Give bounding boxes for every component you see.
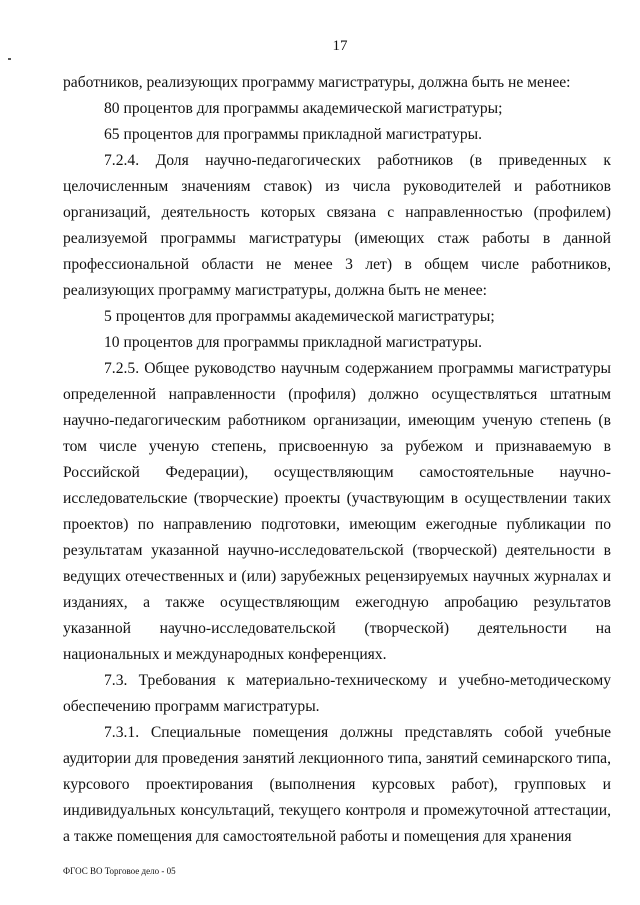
- paragraph: 7.2.5. Общее руководство научным содержанием программы магистратуры определенной направленности (профиля) должно осуществляться штатным научно-педагогическим работником организации, имеющим ученую степень (в том числе ученую степень, присвоенную за рубежом и признаваемую в Российской Федерации), осуществляющим самостоятельные научно-исследовательские (творческие) проекты (участвующим в осуществлении таких проектов) по направлению подготовки, имеющим ежегодные публикации по результатам указанной научно-исследовательской (творческой) деятельности в ведущих отечественных и (или) зарубежных рецензируемых научных журналах и изданиях, а также осуществляющим ежегодную апробацию результатов указанной научно-исследовательской (творческой) деятельности на национальных и международных конференциях.: [63, 360, 611, 663]
- paragraph: 10 процентов для программы прикладной магистратуры.: [104, 334, 482, 351]
- page-number: 17: [332, 38, 348, 54]
- paragraph: работников, реализующих программу магистратуры, должна быть не менее:: [63, 74, 571, 91]
- paragraph: 7.2.4. Доля научно-педагогических работников (в приведенных к целочисленным значениям ставок) из числа руководителей и работников организаций, деятельность которых связана с направленностью (профилем) реализуемой программы магистратуры (имеющих стаж работы в данной профессиональной области не менее 3 лет) в общем числе работников, реализующих программу магистратуры, должна быть не менее:: [63, 152, 611, 299]
- scan-artifact-mark: [8, 58, 11, 60]
- paragraph: 7.3.1. Специальные помещения должны представлять собой учебные аудитории для проведения занятий лекционного типа, занятий семинарского типа, курсового проектирования (выполнения курсовых работ), групповых и индивидуальных консультаций, текущего контроля и промежуточной аттестации, а также помещения для самостоятельной работы и помещения для хранения: [63, 724, 611, 845]
- paragraph: 80 процентов для программы академической магистратуры;: [104, 100, 503, 117]
- paragraph: 7.3. Требования к материально-техническому и учебно-методическому обеспечению программ магистратуры.: [63, 672, 611, 715]
- paragraph: 5 процентов для программы академической магистратуры;: [104, 308, 495, 325]
- paragraph: 65 процентов для программы прикладной магистратуры.: [104, 126, 482, 143]
- document-body: [63, 70, 611, 850]
- document-footer: ФГОС ВО Торговое дело - 05: [63, 866, 176, 876]
